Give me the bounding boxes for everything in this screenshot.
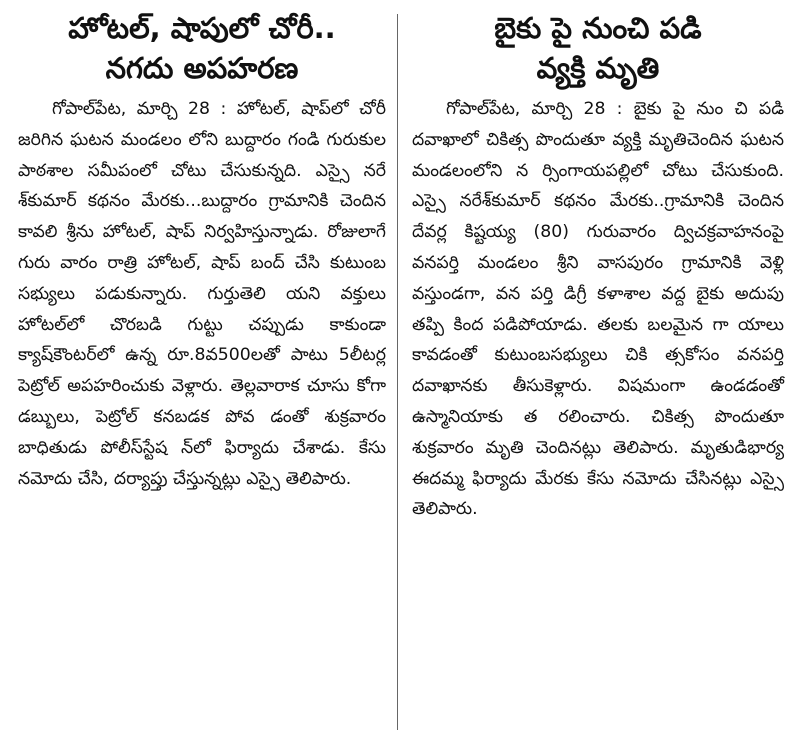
left-article [18, 8, 386, 494]
left-article-headline [18, 8, 386, 88]
right-headline-line2: వ్యక్తి మృతి [536, 51, 660, 85]
column-divider [397, 14, 398, 730]
left-headline-line1: హోటల్, షాపులో చోరీ.. [68, 11, 336, 45]
left-headline-line2: నగదు అపహరణ [105, 51, 299, 85]
right-headline-line1: బైకు పై నుంచి పడి [494, 11, 702, 45]
right-article-body: గోపాల్‌పేట, మార్చి 28 : బైకు పై నుం చి పడి దవాఖాలో చికిత్స పొందుతూ వ్యక్తి మృతిచెందిన ఘటన మండలంలోని న ర్సింగాయపల్లిలో చోటు చేసుకుంది. ఎస్సై నరేశ్‌కుమార్ కథనం మేరకు..గ్రామానికి చెందిన దేవర్ల కిష్టయ్య (80) గురువారం ద్విచక్రవాహనంపై వనపర్తి మండలం శ్రీని వాసపురం గ్రామానికి వెళ్లి వస్తుండగా, వన పర్తి డిగ్రీ కళాశాల వద్ద బైకు అదుపు తప్పి కింద పడిపోయాడు. తలకు బలమైన గా యాలు కావడంతో కుటుంబసభ్యులు చికి త్సకోసం వనపర్తి దవాఖానకు తీసుకెళ్లారు. విషమంగా ఉండడంతో ఉస్మానియాకు త రలించారు. చికిత్స పొందుతూ శుక్రవారం మృతి చెందినట్లు తెలిపారు. మృతుడిభార్య ఈదమ్మ ఫిర్యాదు మేరకు కేసు నమోదు చేసినట్లు ఎస్సై తెలిపారు. [412, 99, 784, 520]
right-article-headline [412, 8, 784, 88]
left-article-body: గోపాల్‌పేట, మార్చి 28 : హోటల్, షాప్‌లో చోరీ జరిగిన ఘటన మండలం లోని బుద్దారం గండి గురుకుల పాఠశాల సమీపంలో చోటు చేసుకున్నది. ఎస్సై నరే శ్‌కుమార్ కథనం మేరకు...బుద్దారం గ్రామానికి చెందిన కావలి శ్రీను హోటల్, షాప్ నిర్వహిస్తున్నాడు. రోజులాగే గురు వారం రాత్రి హోటల్, షాప్ బంద్ చేసి కుటుంబ సభ్యులు పడుకున్నారు. గుర్తుతెలి యని వక్తులు హోటల్‌లో చొరబడి గుట్టు చప్పుడు కాకుండా క్యాష్‌కౌంటర్‌లో ఉన్న రూ.8వ500లతో పాటు 5లీటర్ల పెట్రోల్ అపహరించుకు వెళ్లారు. తెల్లవారాక చూసు కోగా డబ్బులు, పెట్రోల్ కనబడక పోవ డంతో శుక్రవారం బాధితుడు పోలీస్‌స్టేష న్‌లో ఫిర్యాదు చేశాడు. కేసు నమోదు చేసి, దర్యాప్తు చేస్తున్నట్లు ఎస్సై తెలిపారు. [18, 99, 386, 489]
right-article [412, 8, 784, 525]
